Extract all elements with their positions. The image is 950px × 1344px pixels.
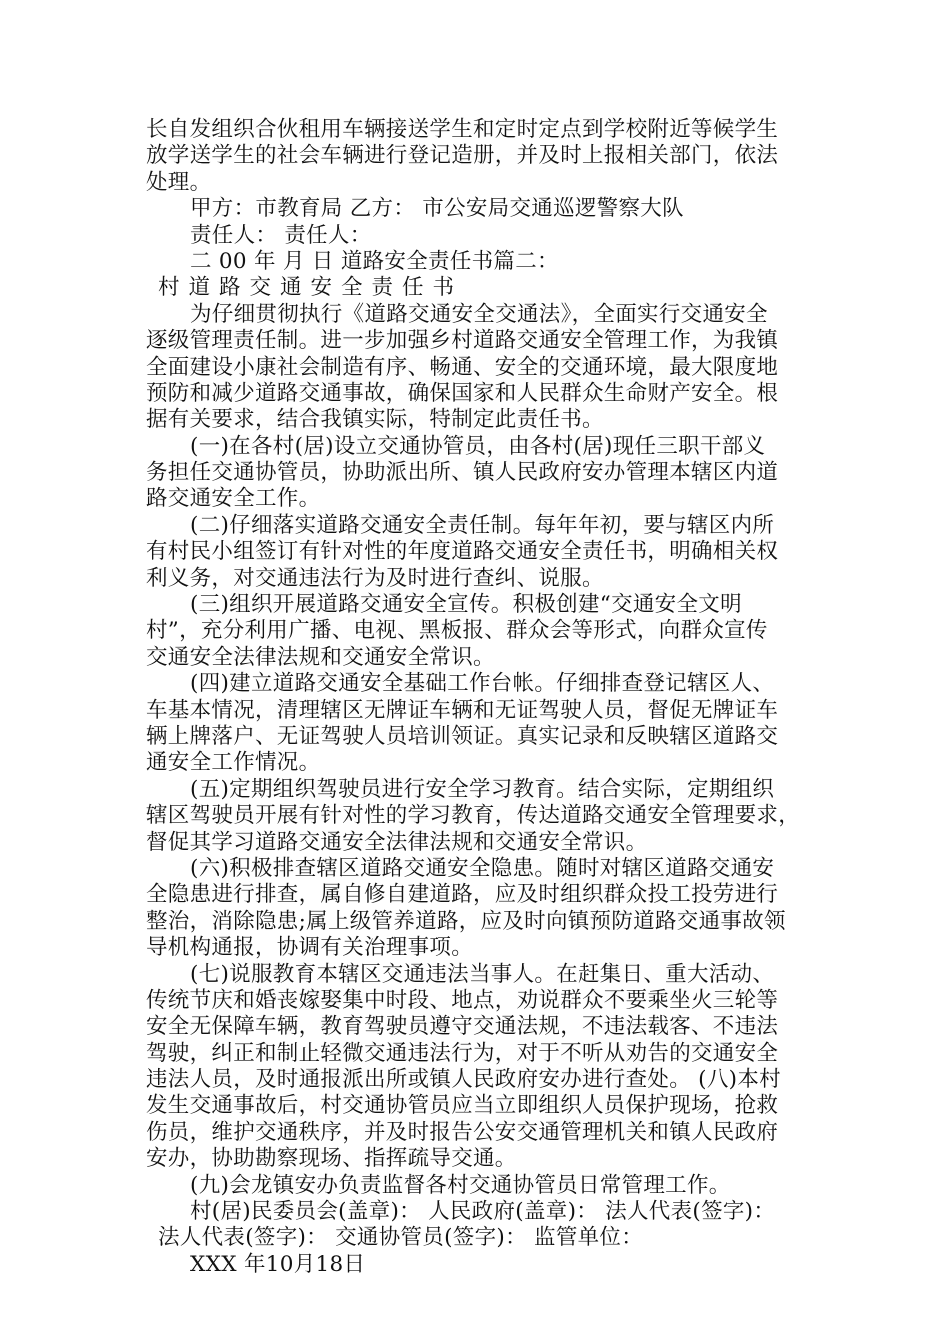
text-line: 发生交通事故后，村交通协管员应当立即组织人员保护现场，抢救 [146,1093,779,1119]
text-line: 导机构通报，协调有关治理事项。 [146,935,474,961]
text-line: 放学送学生的社会车辆进行登记造册，并及时上报相关部门，依法 [146,143,779,169]
text-line: 为仔细贯彻执行《道路交通安全交通法》，全面实行交通安全 [190,301,768,327]
text-line: 据有关要求，结合我镇实际，特制定此责任书。 [146,407,604,433]
text-line: 预防和减少道路交通事故，确保国家和人民群众生命财产安全。根 [146,380,779,406]
date-line: XXX 年10月18日 [190,1251,366,1277]
text-line: (三)组织开展道路交通安全宣传。积极创建“交通安全文明 [190,592,742,618]
text-line: 传统节庆和婚丧嫁娶集中时段、地点，劝说群众不要乘坐火三轮等 [146,987,779,1013]
signature-line: 村(居)民委员会(盖章)： 人民政府(盖章)： 法人代表(签字)： [190,1199,776,1225]
section-title: 村道路交通安全责任书 [158,275,464,301]
text-line: 村”，充分利用广播、电视、黑板报、群众会等形式，向群众宣传 [146,618,768,644]
text-line: 处理。 [146,169,212,195]
text-line: (六)积极排查辖区道路交通安全隐患。随时对辖区道路交通安 [190,855,775,881]
text-line: 通安全工作情况。 [146,750,321,776]
text-line: 逐级管理责任制。进一步加强乡村道路交通安全管理工作，为我镇 [146,328,779,354]
text-line: (五)定期组织驾驶员进行安全学习教育。结合实际，定期组织 [190,776,775,802]
text-line: 辆上牌落户、无证驾驶人员培训领证。真实记录和反映辖区道路交 [146,723,779,749]
text-line: (九)会龙镇安办负责监督各村交通协管员日常管理工作。 [190,1172,731,1198]
date-title-line: 二 00 年 月 日 道路安全责任书篇二： [190,248,559,274]
text-line: 有村民小组签订有针对性的年度道路交通安全责任书，明确相关权 [146,539,779,565]
document-body [146,117,836,1278]
text-line: 督促其学习道路交通安全法律法规和交通安全常识。 [146,829,648,855]
text-line: 安办，协助勘察现场、指挥疏导交通。 [146,1146,517,1172]
responsible-person-line: 责任人： 责任人： [190,222,372,248]
text-line: 全隐患进行排查，属自修自建道路，应及时组织群众投工投劳进行 [146,882,779,908]
text-line: 车基本情况，清理辖区无牌证车辆和无证驾驶人员，督促无牌证车 [146,697,779,723]
text-line: 驾驶，纠正和制止轻微交通违法行为，对于不听从劝告的交通安全 [146,1040,779,1066]
text-line: 利义务，对交通违法行为及时进行查纠、说服。 [146,565,604,591]
text-line: 辖区驾驶员开展有针对性的学习教育，传达道路交通安全管理要求， [146,803,801,829]
text-line: 违法人员，及时通报派出所或镇人民政府安办进行查处。 (八)本村 [146,1067,781,1093]
text-line: 长自发组织合伙租用车辆接送学生和定时定点到学校附近等候学生 [146,117,779,142]
text-line: 全面建设小康社会制造有序、畅通、安全的交通环境，最大限度地 [146,354,779,380]
text-line: 伤员，维护交通秩序，并及时报告公安交通管理机关和镇人民政府 [146,1119,779,1145]
text-line: 安全无保障车辆，教育驾驶员遵守交通法规，不违法载客、不违法 [146,1014,779,1040]
text-line: (七)说服教育本辖区交通违法当事人。在赶集日、重大活动、 [190,961,775,987]
text-line: (四)建立道路交通安全基础工作台帐。仔细排查登记辖区人、 [190,671,775,697]
text-line: 交通安全法律法规和交通安全常识。 [146,644,495,670]
text-line: 务担任交通协管员，协助派出所、镇人民政府安办管理本辖区内道 [146,460,779,486]
text-line: 路交通安全工作。 [146,486,321,512]
signature-line: 法人代表(签字)： 交通协管员(签字)： 监管单位： [158,1225,644,1251]
text-line: (二)仔细落实道路交通安全责任制。每年年初，要与辖区内所 [190,512,775,538]
text-line: 整治，消除隐患;属上级管养道路，应及时向镇预防道路交通事故领 [146,908,786,934]
text-line: (一)在各村(居)设立交通协管员，由各村(居)现任三职干部义 [190,433,766,459]
party-line: 甲方：市教育局 乙方： 市公安局交通巡逻警察大队 [190,196,684,222]
